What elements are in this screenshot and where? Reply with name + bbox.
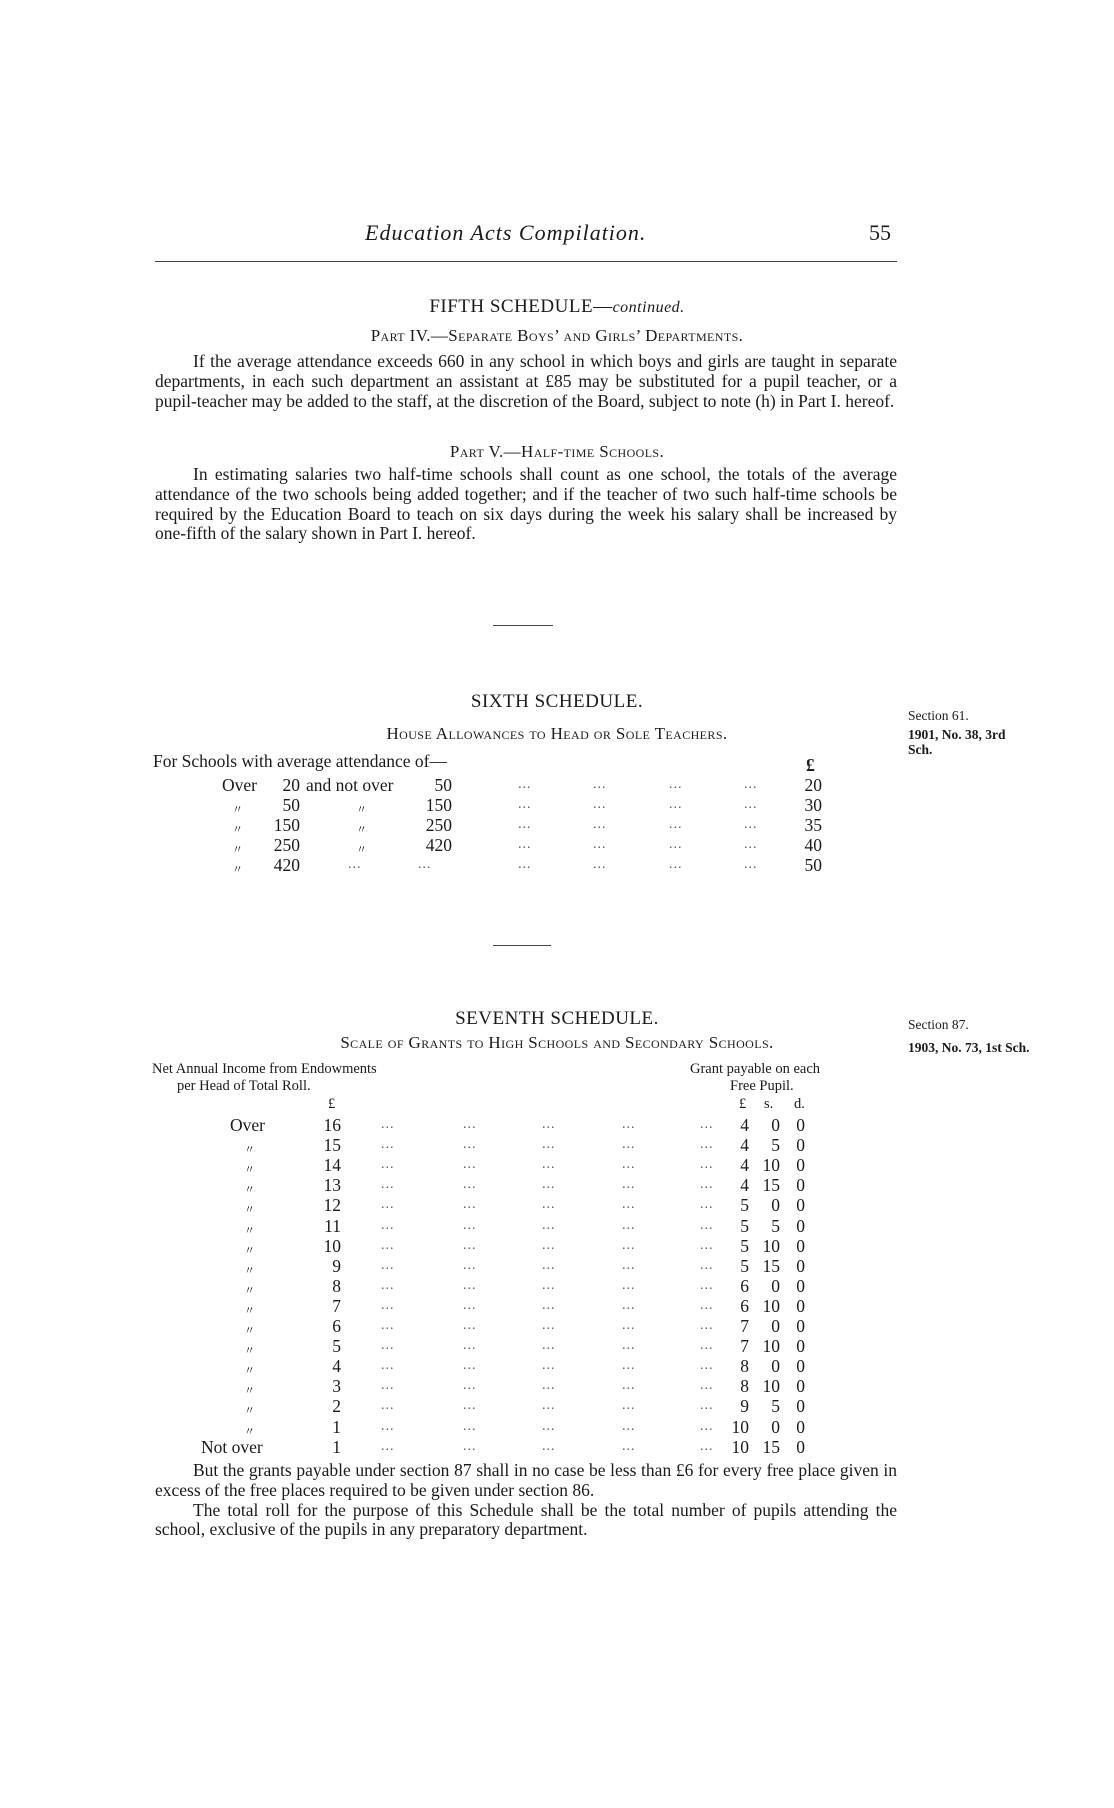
grant-pounds: 7 [740,1336,749,1357]
grant-pence: 0 [796,1275,805,1296]
leader-dots: ... [381,1237,395,1253]
leader-dots: ... [622,1398,636,1414]
leader-dots: ... [381,1177,395,1193]
leader-dots: ... [622,1358,636,1374]
grant-pounds: 6 [740,1295,749,1316]
leader-dots: ... [463,1117,477,1132]
leader-dots: ... [669,837,683,852]
row-prefix: 〃 [244,1284,255,1297]
leader-dots: ... [542,1358,556,1374]
row-prefix: Over [222,775,257,795]
income-value: 15 [323,1135,341,1156]
grant-shillings: 0 [771,1115,780,1135]
leader-dots: ... [542,1318,556,1333]
leader-dots: ... [700,1297,714,1313]
grant-pounds: 4 [740,1135,749,1156]
leader-dots: ... [381,1297,395,1313]
leader-dots: ... [381,1418,395,1434]
grant-shillings: 0 [771,1416,780,1437]
row-prefix: 〃 [244,1325,255,1337]
leader-dots: ... [381,1398,395,1414]
grant-pence: 0 [796,1356,805,1377]
leader-dots: ... [622,1277,636,1293]
attendance-from: 420 [273,855,300,875]
leader-dots: ... [593,817,607,832]
grant-pence: 0 [796,1295,805,1316]
leader-dots: ... [542,1378,556,1394]
table-row [0,1115,1114,1135]
allowance-amount: 20 [804,775,822,795]
income-value: 10 [323,1235,341,1256]
grant-shillings: 10 [762,1295,780,1316]
leader-dots: ... [463,1297,477,1313]
seventh-schedule-notes [155,1461,897,1540]
income-value: 12 [323,1195,341,1216]
leader-dots: ... [348,857,362,872]
grant-shillings: 15 [762,1255,780,1276]
grant-pounds: 5 [740,1195,749,1216]
table-row [0,1216,1114,1236]
margin-note-line: Section 61. [908,708,969,723]
row-prefix: 〃 [244,1345,255,1358]
leader-dots: ... [700,1277,714,1293]
leader-dots: ... [381,1257,395,1273]
leader-dots: ... [463,1398,477,1414]
grant-shillings: 15 [762,1436,780,1457]
allowance-amount: 35 [804,815,822,835]
row-prefix: 〃 [244,1224,255,1237]
income-value: 4 [332,1356,341,1377]
table-row [0,795,1114,815]
leader-dots: ... [744,817,758,832]
leader-dots: ... [669,797,683,812]
leader-dots: ... [700,1318,714,1333]
leader-dots: ... [700,1197,714,1213]
grant-shillings: 0 [771,1316,780,1336]
income-value: 16 [323,1115,341,1135]
leader-dots: ... [463,1157,477,1173]
leader-dots: ... [542,1117,556,1132]
leader-dots: ... [744,777,758,792]
grant-shillings: 10 [762,1336,780,1357]
leader-dots: ... [700,1177,714,1193]
margin-note-line: 1903, No. 73, 1st Sch. [908,1040,1030,1055]
grant-pounds: 8 [740,1356,749,1377]
leader-dots: ... [622,1117,636,1132]
leader-dots: ... [518,837,532,852]
leader-dots: ... [622,1378,636,1394]
leader-dots: ... [542,1157,556,1173]
attendance-to: 250 [425,815,452,835]
grant-shillings: 10 [762,1235,780,1256]
table-row [0,1396,1114,1416]
row-prefix: 〃 [244,1144,255,1157]
income-value: 8 [332,1275,341,1296]
grant-pence: 0 [796,1135,805,1156]
seventh-schedule-subtitle: Scale of Grants to High Schools and Secondary Schools. [340,1033,774,1052]
grant-pence: 0 [796,1235,805,1256]
income-value: 5 [332,1336,341,1357]
row-prefix: 〃 [244,1365,255,1378]
grant-pence: 0 [796,1376,805,1397]
leader-dots: ... [593,777,607,792]
leader-dots: ... [622,1157,636,1173]
part-5-heading: Part V.—Half-time Schools. [449,442,665,461]
table-row [0,1135,1114,1155]
sixth-schedule-intro: For Schools with average attendance of— [153,751,448,771]
row-prefix: 〃 [244,1244,255,1257]
row-prefix: 〃 [244,1184,255,1197]
row-prefix: 〃 [244,1164,255,1177]
grant-pounds: 10 [731,1436,749,1457]
row-prefix: 〃 [244,1385,255,1398]
table-row [0,835,1114,855]
leader-dots: ... [381,1318,395,1333]
table-row [0,1437,1114,1457]
part-5-text [155,465,897,544]
leader-dots: ... [700,1157,714,1173]
attendance-from: 20 [282,775,300,795]
leader-dots: ... [700,1358,714,1374]
grant-shillings: 0 [771,1275,780,1296]
leader-dots: ... [381,1117,395,1132]
leader-dots: ... [381,1358,395,1374]
income-value: 14 [323,1155,341,1176]
grant-shillings: 10 [762,1376,780,1397]
leader-dots: ... [700,1338,714,1354]
shilling-unit: s. [764,1096,774,1112]
grant-shillings: 0 [771,1195,780,1216]
row-prefix: 〃 [244,1264,255,1277]
grant-pounds: 5 [740,1215,749,1236]
table-row [0,1296,1114,1316]
leader-dots: ... [381,1217,395,1233]
leader-dots: ... [542,1438,556,1454]
allowance-amount: 50 [804,855,822,875]
ditto-mark: 〃 [356,844,367,856]
grant-pence: 0 [796,1155,805,1176]
leader-dots: ... [463,1257,477,1273]
section-divider [493,625,553,626]
leader-dots: ... [622,1418,636,1434]
leader-dots: ... [542,1137,556,1153]
note-paragraph: The total roll for the purpose of this Schedule shall be the total number of pupils attending the school, exclusive of the pupils in any preparatory department. [155,1499,897,1540]
allowance-amount: 40 [804,835,822,855]
leader-dots: ... [542,1197,556,1213]
attendance-from: 50 [282,795,300,815]
leader-dots: ... [542,1237,556,1253]
seventh-schedule-margin-note [908,1015,1030,1057]
leader-dots: ... [381,1137,395,1153]
leader-dots: ... [381,1438,395,1454]
grant-pounds: 4 [740,1155,749,1176]
leader-dots: ... [542,1277,556,1293]
page-number: 55 [869,220,891,245]
leader-dots: ... [700,1418,714,1434]
row-prefix: 〃 [232,824,243,836]
grant-shillings: 15 [762,1175,780,1196]
leader-dots: ... [518,797,532,812]
attendance-to: 420 [425,835,452,855]
leader-dots: ... [463,1318,477,1333]
attendance-from: 250 [273,835,300,855]
leader-dots: ... [542,1338,556,1354]
fifth-schedule-title-suffix: continued. [612,299,685,316]
allowance-amount: 30 [804,795,822,815]
grant-pounds: 5 [740,1255,749,1276]
row-prefix: 〃 [232,844,243,856]
row-prefix: 〃 [232,804,243,816]
leader-dots: ... [593,857,607,872]
leader-dots: ... [463,1177,477,1193]
leader-dots: ... [622,1338,636,1354]
grant-pounds: 7 [740,1316,749,1336]
leader-dots: ... [669,777,683,792]
leader-dots: ... [381,1338,395,1354]
row-prefix: Not over [201,1436,263,1457]
table-row [0,1276,1114,1296]
leader-dots: ... [418,857,432,872]
attendance-from: 150 [273,815,300,835]
pound-unit: £ [739,1096,747,1112]
leader-dots: ... [669,857,683,872]
leader-dots: ... [622,1438,636,1454]
leader-dots: ... [700,1257,714,1273]
row-prefix: Over [230,1115,265,1135]
header-rule [155,261,897,262]
leader-dots: ... [542,1297,556,1313]
leader-dots: ... [593,797,607,812]
grant-pence: 0 [796,1175,805,1196]
leader-dots: ... [700,1237,714,1253]
leader-dots: ... [381,1378,395,1394]
leader-dots: ... [622,1137,636,1153]
leader-dots: ... [381,1197,395,1213]
table-row [0,1376,1114,1396]
leader-dots: ... [463,1137,477,1153]
leader-dots: ... [542,1257,556,1273]
part-5-paragraph: In estimating salaries two half-time schools shall count as one school, the totals of the average attendance of the two schools being added together; and if the teacher of two such half-time schools be required by the Education Board to teach on six days during the week his salary shall be increased by one-fifth of the salary shown in Part I. hereof. [155,464,897,544]
grant-pence: 0 [796,1115,805,1135]
leader-dots: ... [463,1217,477,1233]
attendance-to: 150 [425,795,452,815]
running-title: Education Acts Compilation. [365,220,647,245]
table-row [0,1195,1114,1215]
leader-dots: ... [518,857,532,872]
note-paragraph: But the grants payable under section 87 shall in no case be less than £6 for every free place given in excess of the free places required to be given under section 86. [155,1460,897,1500]
income-value: 2 [332,1396,341,1417]
income-value: 7 [332,1295,341,1316]
leader-dots: ... [669,817,683,832]
leader-dots: ... [622,1297,636,1313]
leader-dots: ... [622,1217,636,1233]
grant-pounds: 6 [740,1275,749,1296]
grant-pounds: 10 [731,1416,749,1437]
leader-dots: ... [622,1257,636,1273]
fifth-schedule-title-text: FIFTH SCHEDULE— [429,296,613,317]
leader-dots: ... [518,777,532,792]
row-prefix: 〃 [244,1425,255,1438]
grant-pounds: 8 [740,1376,749,1397]
table-row [0,1175,1114,1195]
row-prefix: 〃 [244,1204,255,1217]
sixth-schedule-margin-note [908,706,1006,759]
row-prefix: 〃 [244,1304,255,1317]
leader-dots: ... [622,1318,636,1333]
leader-dots: ... [744,857,758,872]
grant-pence: 0 [796,1215,805,1236]
attendance-to: 50 [434,775,452,795]
margin-note-line: Sch. [908,742,933,757]
grant-pence: 0 [796,1416,805,1437]
leader-dots: ... [463,1237,477,1253]
seventh-schedule-title: SEVENTH SCHEDULE. [455,1008,659,1029]
income-value: 11 [324,1215,341,1236]
grant-column-header: Grant payable on each [690,1061,821,1077]
leader-dots: ... [542,1217,556,1233]
income-value: 1 [332,1416,341,1437]
grant-pence: 0 [796,1336,805,1357]
leader-dots: ... [463,1418,477,1434]
table-row [0,855,1114,875]
table-row [0,775,1114,795]
leader-dots: ... [700,1378,714,1394]
table-row [0,1155,1114,1175]
leader-dots: ... [700,1217,714,1233]
leader-dots: ... [542,1418,556,1434]
leader-dots: ... [463,1277,477,1293]
ditto-mark: 〃 [356,804,367,816]
pence-unit: d. [794,1096,805,1112]
table-row [0,1336,1114,1356]
leader-dots: ... [381,1157,395,1173]
leader-dots: ... [622,1237,636,1253]
table-row [0,1236,1114,1256]
leader-dots: ... [463,1338,477,1354]
leader-dots: ... [518,817,532,832]
part-4-paragraph: If the average attendance exceeds 660 in any school in which boys and girls are taught in separate departments, in each such department an assistant at £85 may be substituted for a pupil teacher, or a pupil-teacher may be added to the staff, at the discretion of the Board, subject to note (h) in Part I. hereof. [155,351,897,411]
grant-shillings: 5 [771,1135,780,1156]
leader-dots: ... [700,1398,714,1414]
row-prefix: 〃 [244,1405,255,1418]
leader-dots: ... [622,1177,636,1193]
grant-pounds: 4 [740,1175,749,1196]
grant-pence: 0 [796,1255,805,1276]
row-prefix: 〃 [232,864,243,876]
income-unit: £ [328,1096,336,1112]
table-row [0,1316,1114,1336]
leader-dots: ... [463,1378,477,1394]
grant-pence: 0 [796,1396,805,1417]
leader-dots: ... [463,1358,477,1374]
table-row [0,1356,1114,1376]
part-4-text [155,352,897,411]
section-divider [493,945,551,946]
grant-column-header: Free Pupil. [730,1078,794,1094]
leader-dots: ... [744,797,758,812]
leader-dots: ... [622,1197,636,1213]
leader-dots: ... [542,1398,556,1414]
income-column-header: Net Annual Income from Endowments [152,1061,377,1077]
grant-pence: 0 [796,1195,805,1216]
grant-shillings: 5 [771,1396,780,1417]
grant-pounds: 9 [740,1396,749,1417]
grant-pence: 0 [796,1316,805,1336]
fifth-schedule-title [0,296,1114,318]
grant-pence: 0 [796,1436,805,1457]
leader-dots: ... [744,837,758,852]
currency-header: £ [806,755,815,775]
table-row [0,1256,1114,1276]
table-row [0,815,1114,835]
grant-pounds: 4 [740,1115,749,1135]
table-row [0,1417,1114,1437]
income-value: 13 [323,1175,341,1196]
leader-dots: ... [700,1117,714,1132]
grant-shillings: 0 [771,1356,780,1377]
grant-pounds: 5 [740,1235,749,1256]
sixth-schedule-subtitle: House Allowances to Head or Sole Teachers. [386,724,728,743]
income-value: 9 [332,1255,341,1276]
income-value: 3 [332,1376,341,1397]
part-4-heading: Part IV.—Separate Boys’ and Girls’ Departments. [370,326,744,345]
grant-shillings: 10 [762,1155,780,1176]
margin-note-line: 1901, No. 38, 3rd [908,727,1006,742]
leader-dots: ... [593,837,607,852]
leader-dots: ... [463,1438,477,1454]
grant-shillings: 5 [771,1215,780,1236]
attendance-mid: and not over [306,775,394,795]
leader-dots: ... [542,1177,556,1193]
leader-dots: ... [381,1277,395,1293]
leader-dots: ... [700,1438,714,1454]
margin-note-line: Section 87. [908,1017,969,1032]
leader-dots: ... [463,1197,477,1213]
sixth-schedule-title: SIXTH SCHEDULE. [470,691,644,712]
income-column-header: per Head of Total Roll. [177,1078,311,1094]
income-value: 6 [332,1316,341,1336]
income-value: 1 [332,1436,341,1457]
leader-dots: ... [700,1137,714,1153]
ditto-mark: 〃 [356,824,367,836]
